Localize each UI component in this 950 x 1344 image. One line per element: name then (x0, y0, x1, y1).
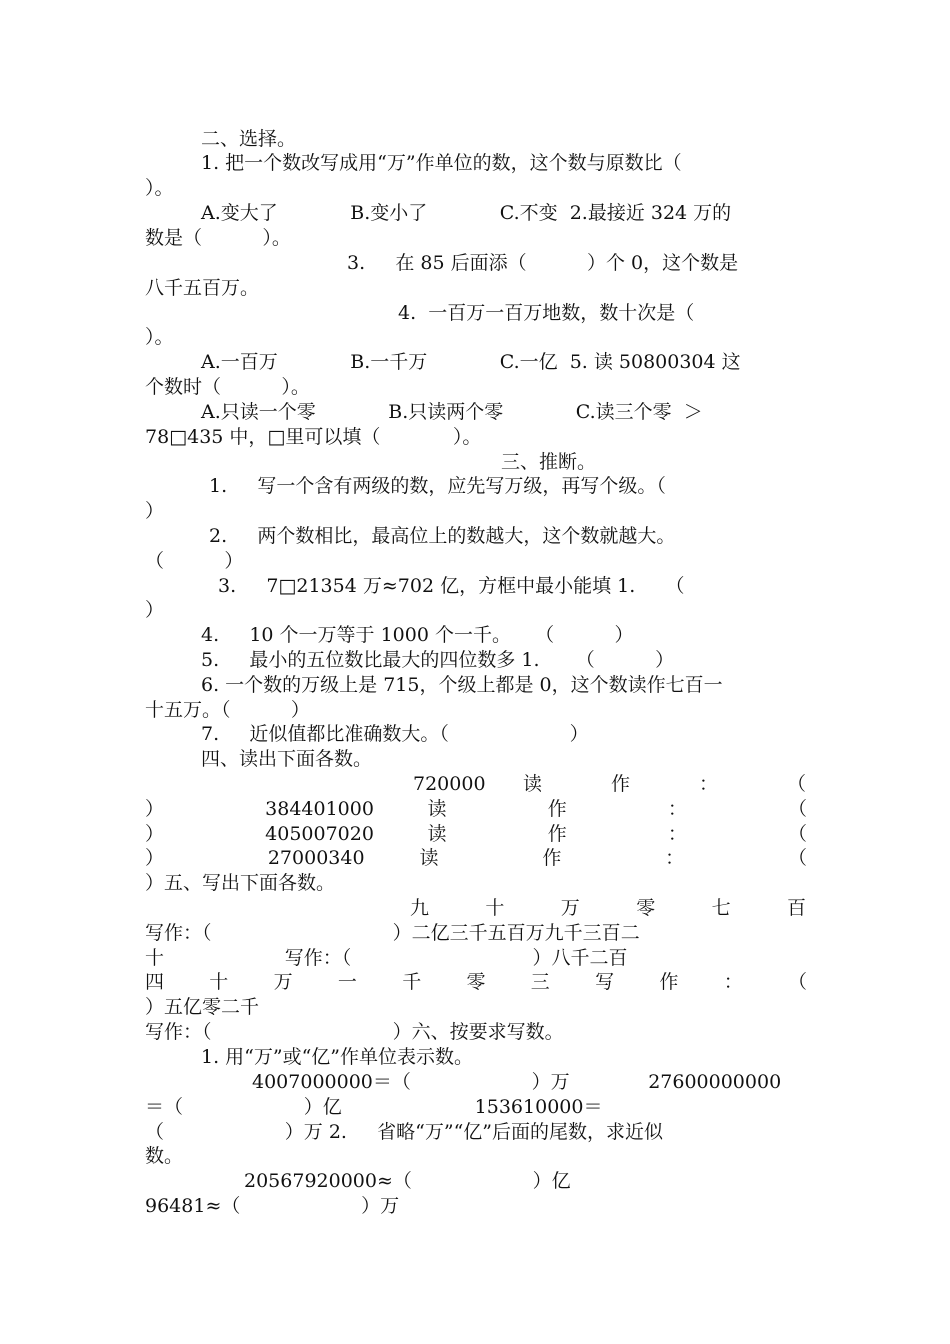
choice-q4-options: A.一百万 B.一千万 C.一亿 5. 读 50800304 这 (201, 351, 741, 373)
choice-q3: 3. 在 85 后面添（ ）个 0，这个数是 (347, 252, 739, 274)
section-heading-write: ）五、写出下面各数。 (145, 872, 336, 894)
judge-q6: 6. 一个数的万级上是 715，个级上都是 0，这个数读作七百一 (201, 674, 723, 696)
write-item-1-answer: 写作：（ ）二亿三千五百万九千三百二 (145, 922, 640, 944)
choice-q1: 1. 把一个数改写成用“万”作单位的数，这个数与原数比（ (201, 152, 682, 174)
read-item-3: ） 405007020 读 作 ： （ (145, 823, 807, 845)
judge-q4: 4. 10 个一万等于 1000 个一千。 （ ） (201, 624, 634, 646)
read-item-2: ） 384401000 读 作 ： （ (145, 798, 807, 820)
choice-q1-options: A.变大了 B.变小了 C.不变 2.最接近 324 万的 (201, 202, 732, 224)
approx-item-2: 96481≈（ ）万 (145, 1195, 400, 1217)
choice-q2-cont: 数是（ ）。 (145, 227, 291, 249)
choice-q3-cont: 八千五百万。 (145, 277, 260, 299)
section-heading-read: 四、读出下面各数。 (201, 748, 373, 770)
judge-q2: 2. 两个数相比，最高位上的数越大，这个数就越大。 (209, 525, 676, 547)
choice-q4: 4. 一百万一百万地数，数十次是（ (398, 302, 695, 324)
unit-task-2-cont: 数。 (145, 1145, 184, 1167)
judge-q2-cont: （ ） (145, 550, 244, 572)
judge-q3: 3. 7□21354 万≈702 亿，方框中最小能填 1. （ (218, 575, 685, 597)
choice-q6-cont: 78□435 中，□里可以填（ ）。 (145, 426, 482, 448)
choice-q1-cont: ）。 (145, 177, 174, 199)
unit-task-1-item-2: ＝（ ）亿 153610000＝ (145, 1096, 603, 1118)
write-item-4: ）五亿零二千 (145, 996, 260, 1018)
judge-q1-cont: ） (145, 500, 165, 522)
choice-q4-cont: ）。 (145, 326, 174, 348)
write-item-1: 九 十 万 零 七 百 (410, 897, 806, 919)
unit-task-1-item-1: 4007000000＝（ ）万 27600000000 (252, 1071, 782, 1093)
approx-item-1: 20567920000≈（ ）亿 (244, 1170, 571, 1192)
judge-q7: 7. 近似值都比准确数大。（ ） (201, 723, 589, 745)
section-heading-choice: 二、选择。 (201, 128, 297, 150)
write-item-4-answer: 写作：（ ）六、按要求写数。 (145, 1021, 564, 1043)
read-item-1: 720000 读 作 ： （ (413, 773, 806, 795)
choice-q5-options: A.只读一个零 B.只读两个零 C.读三个零 ＞ (201, 401, 703, 423)
read-item-4: ） 27000340 读 作 ： （ (145, 847, 807, 869)
write-item-2-answer: 十 写作：（ ）八千二百 (145, 947, 628, 969)
judge-q5: 5. 最小的五位数比最大的四位数多 1. （ ） (201, 649, 675, 671)
judge-q3-cont: ） (145, 599, 165, 621)
choice-q5-cont: 个数时（ ）。 (145, 376, 310, 398)
judge-q6-cont: 十五万。（ ） (145, 699, 310, 721)
judge-q1: 1. 写一个含有两级的数，应先写万级，再写个级。（ (209, 475, 666, 497)
section-heading-judge: 三、推断。 (501, 451, 597, 473)
unit-task-1: 1. 用“万”或“亿”作单位表示数。 (201, 1046, 474, 1068)
unit-task-2: （ ）万 2. 省略“万”“亿”后面的尾数，求近似 (145, 1121, 664, 1143)
write-item-3: 四 十 万 一 千 零 三 写 作 ： （ (145, 971, 807, 993)
